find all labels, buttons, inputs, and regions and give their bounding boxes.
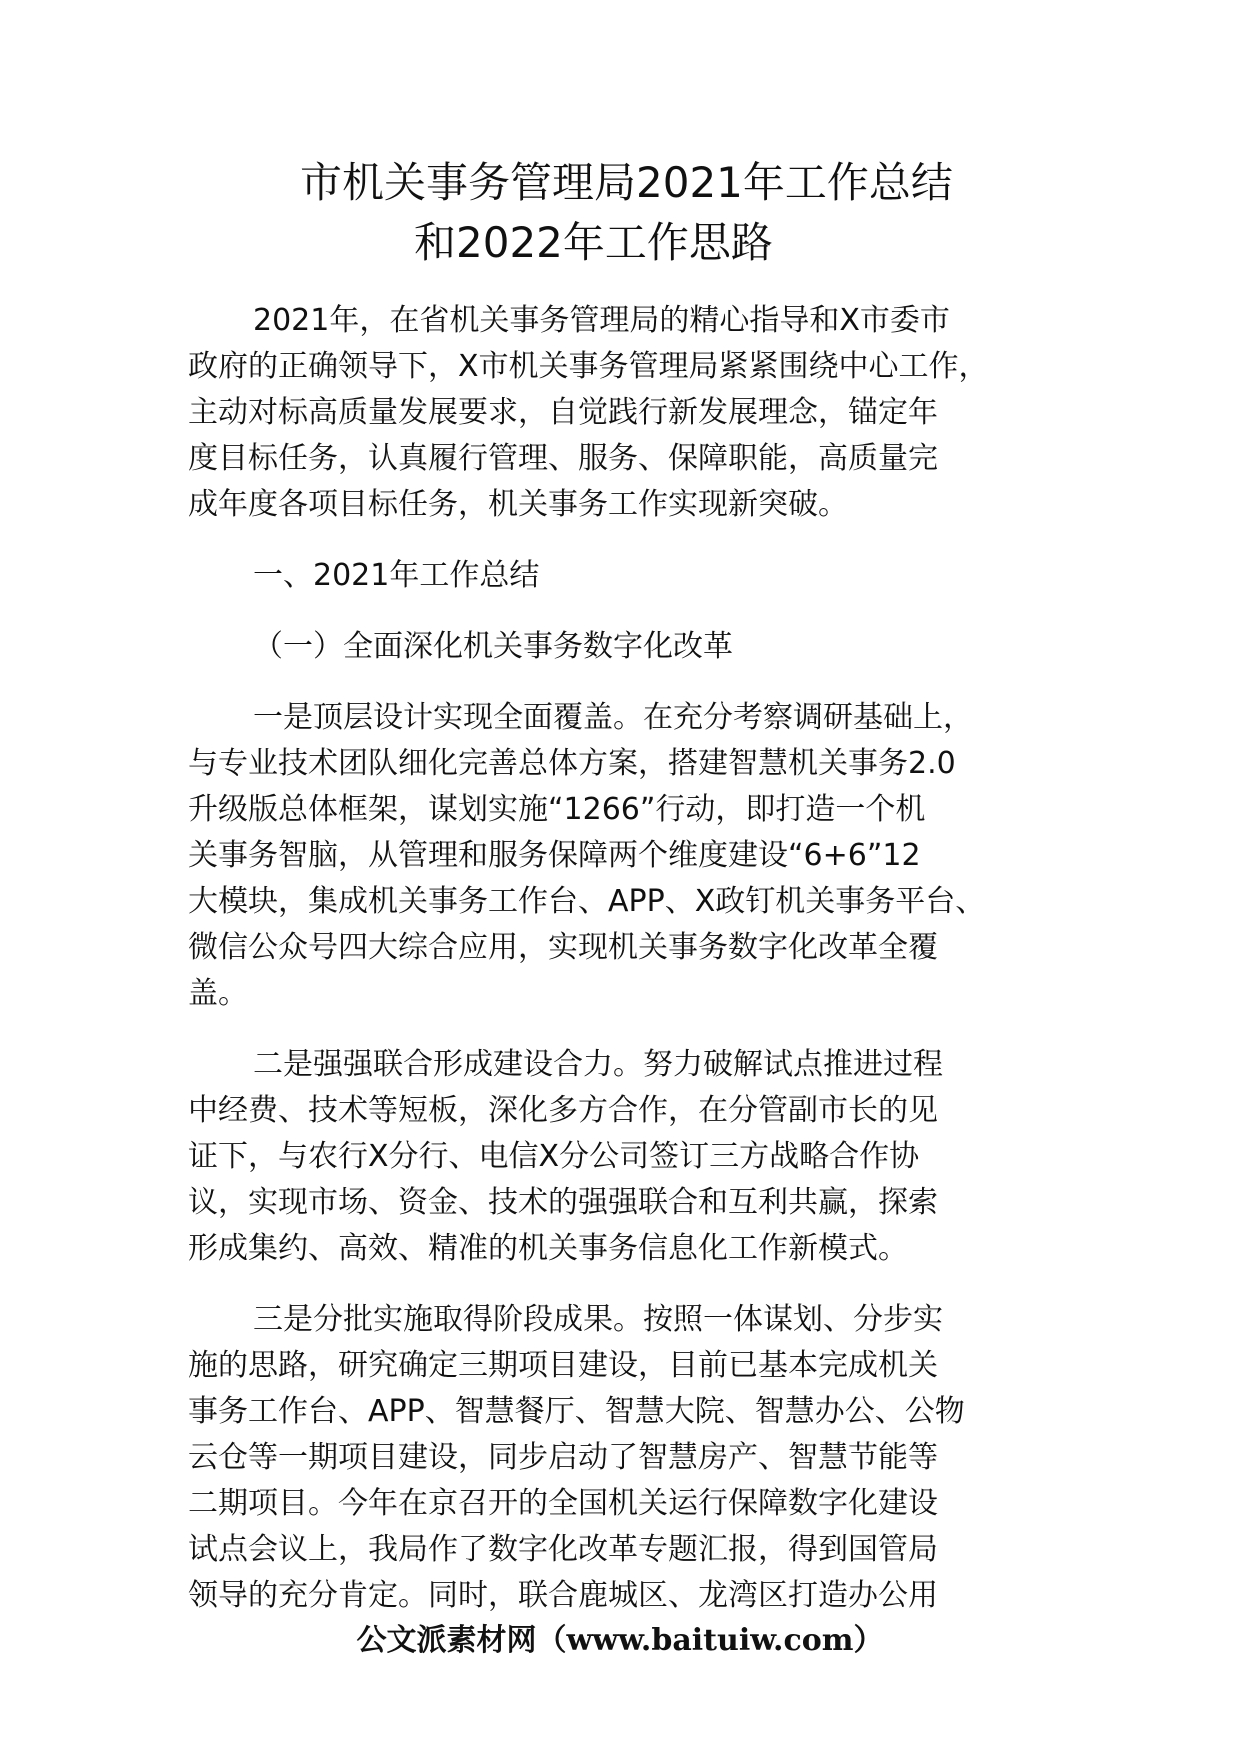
text-line: 度目标任务，认真履行管理、服务、保障职能，高质量完 xyxy=(188,441,938,476)
text-line: 大模块，集成机关事务工作台、APP、X政钉机关事务平台、 xyxy=(188,884,986,919)
subsection-heading xyxy=(188,624,1088,670)
text-line: 中经费、技术等短板，深化多方合作，在分管副市长的见 xyxy=(188,1093,938,1128)
footer-watermark-text: 公文派素材网（www.baituiw.com） xyxy=(356,1623,884,1658)
text-line: 形成集约、高效、精准的机关事务信息化工作新模式。 xyxy=(188,1231,908,1266)
text-line: 关事务智脑，从管理和服务保障两个维度建设“6+6”12 xyxy=(188,838,921,873)
text-line: （一）全面深化机关事务数字化改革 xyxy=(253,629,733,664)
text-line: 施的思路，研究确定三期项目建设，目前已基本完成机关 xyxy=(188,1348,938,1383)
intro-paragraph xyxy=(188,298,1088,528)
text-line: 证下，与农行X分行、电信X分公司签订三方战略合作协 xyxy=(188,1139,920,1174)
text-line: 与专业技术团队细化完善总体方案，搭建智慧机关事务2.0 xyxy=(188,746,956,781)
text-line: 2021年，在省机关事务管理局的精心指导和X市委市 xyxy=(253,303,950,338)
paragraph-joint-cooperation xyxy=(188,1042,1088,1272)
text-line: 二期项目。今年在京召开的全国机关运行保障数字化建设 xyxy=(188,1486,938,1521)
paragraph-phased-implementation xyxy=(188,1297,1088,1619)
text-line: 主动对标高质量发展要求，自觉践行新发展理念，锚定年 xyxy=(188,395,938,430)
text-line: 政府的正确领导下，X市机关事务管理局紧紧围绕中心工作， xyxy=(188,349,989,384)
document-body xyxy=(188,298,1088,1644)
text-line: 一、2021年工作总结 xyxy=(253,558,540,593)
text-line: 云仓等一期项目建设，同步启动了智慧房产、智慧节能等 xyxy=(188,1440,938,1475)
text-line: 成年度各项目标任务，机关事务工作实现新突破。 xyxy=(188,487,848,522)
text-line: 三是分批实施取得阶段成果。按照一体谋划、分步实 xyxy=(253,1302,943,1337)
text-line: 微信公众号四大综合应用，实现机关事务数字化改革全覆 xyxy=(188,930,938,965)
text-line: 事务工作台、APP、智慧餐厅、智慧大院、智慧办公、公物 xyxy=(188,1394,965,1429)
text-line: 议，实现市场、资金、技术的强强联合和互利共赢，探索 xyxy=(188,1185,938,1220)
text-line: 领导的充分肯定。同时，联合鹿城区、龙湾区打造办公用 xyxy=(188,1578,938,1613)
text-line: 试点会议上，我局作了数字化改革专题汇报，得到国管局 xyxy=(188,1532,938,1567)
text-line: 一是顶层设计实现全面覆盖。在充分考察调研基础上， xyxy=(253,700,973,735)
text-line: 二是强强联合形成建设合力。努力破解试点推进过程 xyxy=(253,1047,943,1082)
text-line: 升级版总体框架，谋划实施“1266”行动，即打造一个机 xyxy=(188,792,926,827)
text-line: 盖。 xyxy=(188,976,248,1011)
paragraph-top-level-design xyxy=(188,695,1088,1017)
document-title-line-1: 市机关事务管理局2021年工作总结 xyxy=(300,158,953,207)
document-title-line-2: 和2022年工作思路 xyxy=(414,218,773,267)
section-heading xyxy=(188,553,1088,599)
